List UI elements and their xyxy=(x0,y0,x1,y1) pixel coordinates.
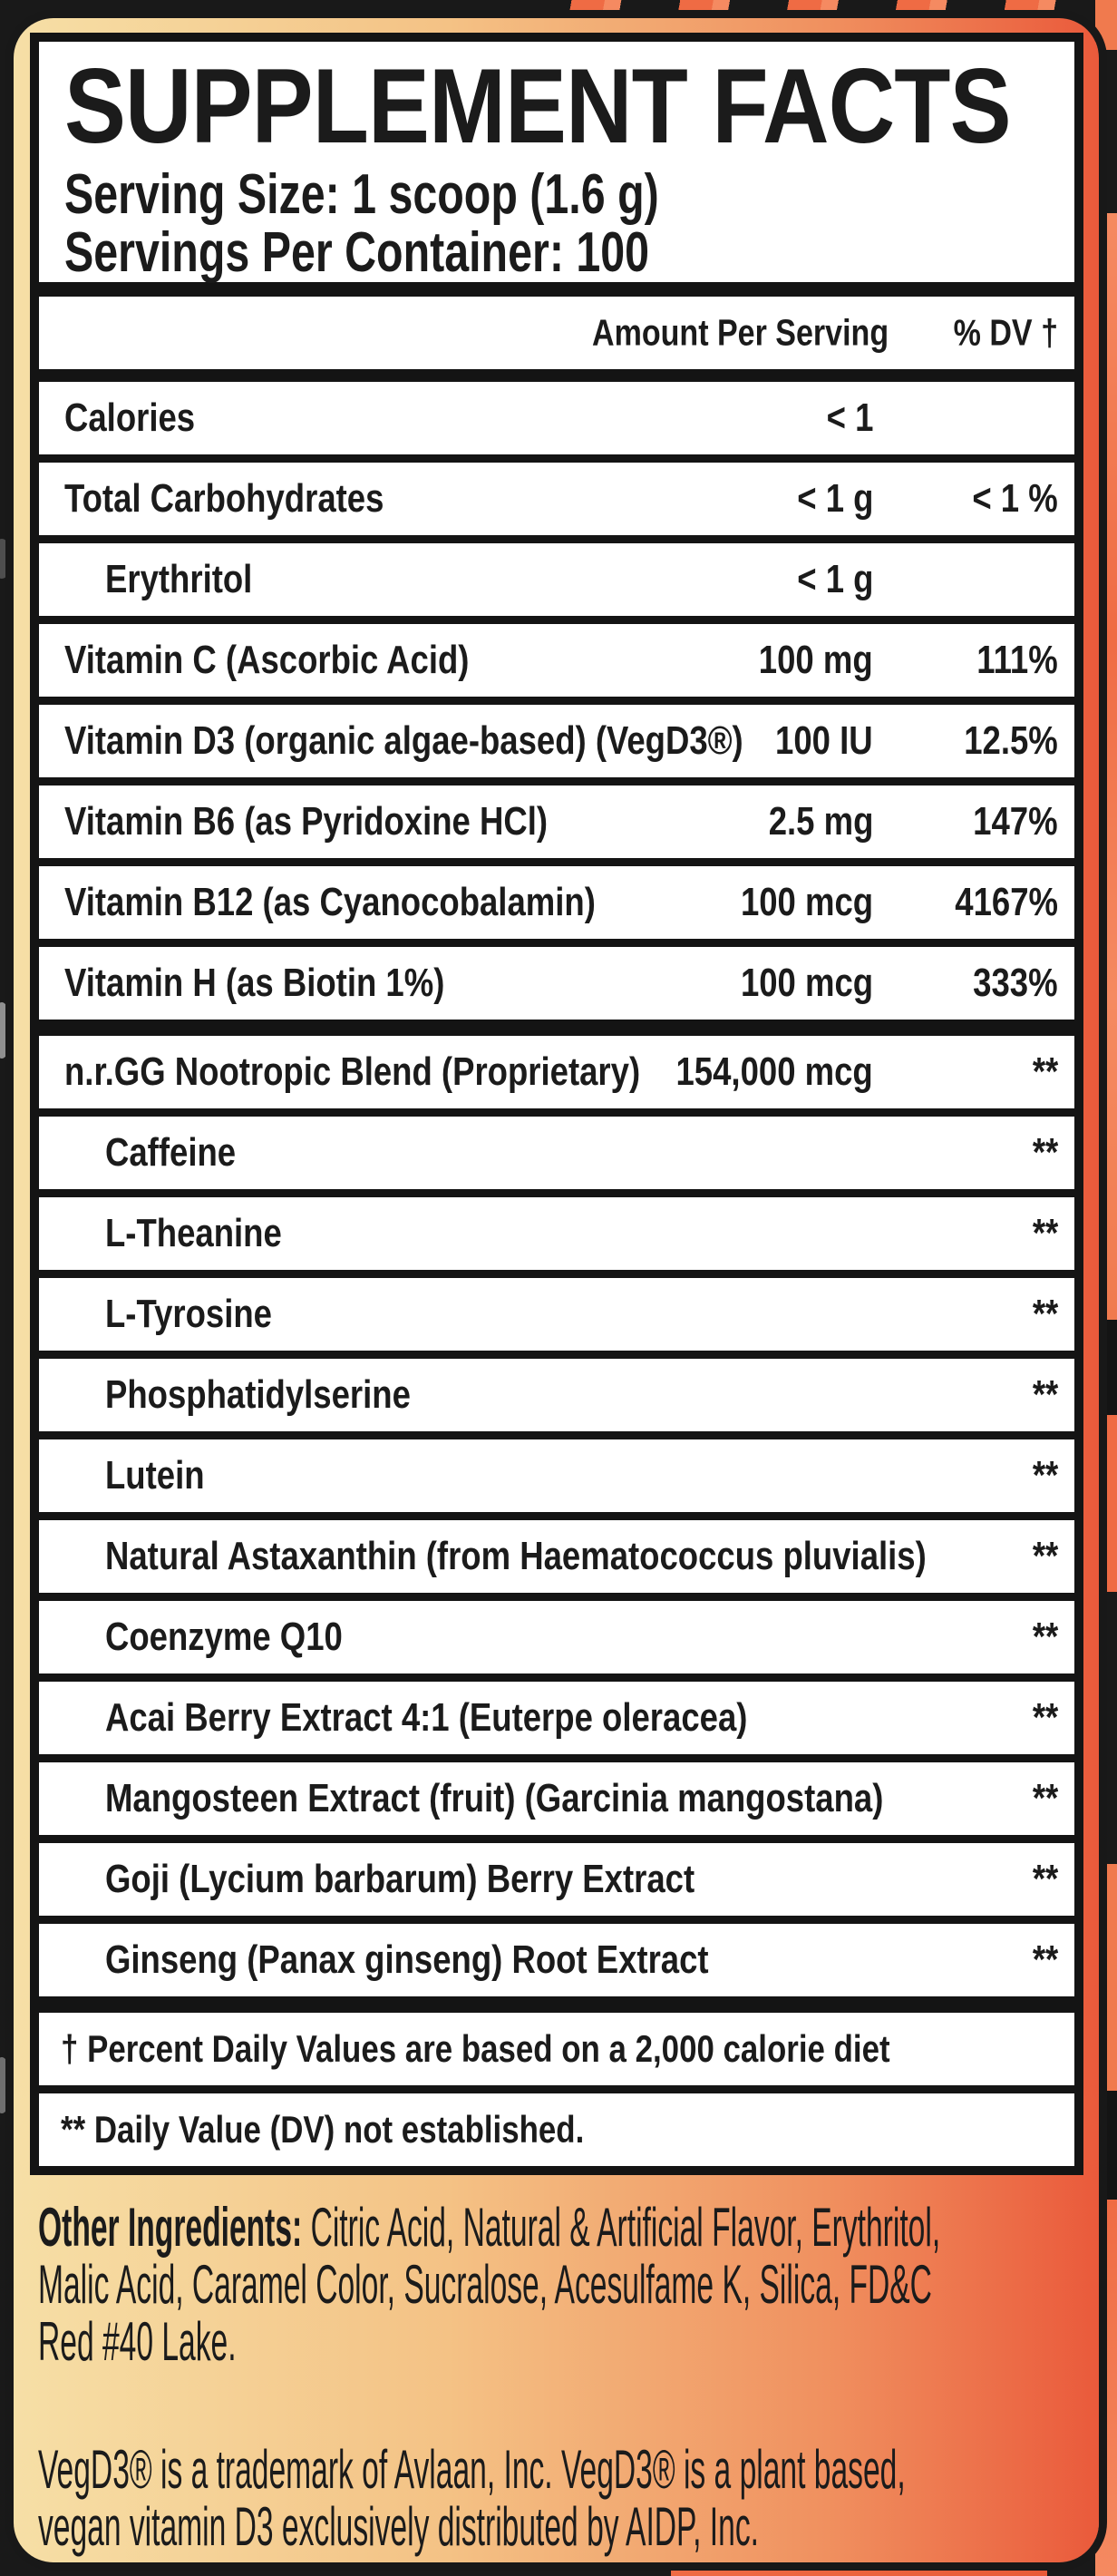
table-row xyxy=(39,1682,1074,1754)
table-row xyxy=(39,543,1074,616)
table-row xyxy=(39,705,1074,777)
nutrient-dv: 333% xyxy=(973,961,1058,1005)
trademark-line: vegan vitamin D3 exclusively distributed by AIDP, Inc. xyxy=(38,2496,759,2557)
table-row xyxy=(39,1359,1074,1431)
table-row xyxy=(39,1197,1074,1270)
nutrient-amount: 2.5 mg xyxy=(768,799,873,844)
table-header-row xyxy=(39,297,1074,369)
servings-per-container-text: Servings Per Container: 100 xyxy=(64,221,650,284)
nutrient-amount: 154,000 mcg xyxy=(675,1049,873,1094)
nutrient-name: Natural Astaxanthin (from Haematococcus pluvialis) xyxy=(105,1534,927,1578)
table-row xyxy=(39,1843,1074,1916)
table-row xyxy=(39,1924,1074,1996)
nutrient-amount: < 1 xyxy=(826,395,873,440)
table-row xyxy=(39,463,1074,535)
other-ingredients-label: Other Ingredients: xyxy=(38,2197,303,2258)
table-row xyxy=(39,1278,1074,1351)
table-row xyxy=(39,1520,1074,1593)
nutrient-dv: ** xyxy=(1032,1372,1058,1417)
other-ingredients-line: Malic Acid, Caramel Color, Sucralose, Acesulfame K, Silica, FD&C xyxy=(38,2254,932,2315)
background-notch xyxy=(0,2057,12,2113)
footnote-dv-not-established xyxy=(39,2093,1074,2166)
footnote-daily-values xyxy=(39,2013,1074,2085)
nutrient-dv: ** xyxy=(1032,1615,1058,1659)
nutrient-dv: ** xyxy=(1032,1211,1058,1255)
nutrient-dv: 4167% xyxy=(955,880,1058,924)
table-row-blend xyxy=(39,1036,1074,1108)
nutrient-amount: 100 IU xyxy=(775,718,873,763)
nutrient-dv: 147% xyxy=(973,799,1058,844)
nutrient-dv: ** xyxy=(1032,1776,1058,1820)
other-ingredients-text: Citric Acid, Natural & Artificial Flavor, Erythritol, xyxy=(302,2197,941,2258)
page-title: SUPPLEMENT FACTS xyxy=(64,46,1011,165)
nutrient-dv: < 1 % xyxy=(972,476,1058,521)
nutrient-dv: ** xyxy=(1032,1937,1058,1982)
nutrient-dv: ** xyxy=(1032,1534,1058,1578)
nutrient-amount: 100 mcg xyxy=(740,961,873,1005)
background-notch xyxy=(0,539,12,579)
other-ingredients-line xyxy=(38,2199,1081,2256)
nutrient-amount: 100 mg xyxy=(759,638,873,682)
header-amount-per-serving: Amount Per Serving xyxy=(591,311,889,354)
nutrient-dv: ** xyxy=(1032,1695,1058,1740)
nutrient-name: Vitamin C (Ascorbic Acid) xyxy=(64,638,470,682)
nutrient-name: n.r.GG Nootropic Blend (Proprietary) xyxy=(64,1049,641,1094)
nutrient-name: Vitamin B6 (as Pyridoxine HCl) xyxy=(64,799,549,844)
nutrient-name: Phosphatidylserine xyxy=(105,1372,411,1417)
nutrient-dv: ** xyxy=(1032,1857,1058,1901)
nutrient-name: Erythritol xyxy=(105,557,253,601)
other-ingredients-line: Red #40 Lake. xyxy=(38,2311,237,2372)
nutrient-dv: ** xyxy=(1032,1292,1058,1336)
nutrient-name: Vitamin B12 (as Cyanocobalamin) xyxy=(64,880,596,924)
table-row xyxy=(39,947,1074,1020)
table-row xyxy=(39,624,1074,697)
nutrient-amount: < 1 g xyxy=(796,476,873,521)
nutrient-dv: 111% xyxy=(976,638,1058,682)
nutrient-dv: ** xyxy=(1032,1049,1058,1094)
nutrient-amount: 100 mcg xyxy=(740,880,873,924)
nutrient-name: L-Tyrosine xyxy=(105,1292,272,1336)
nutrient-name: Calories xyxy=(64,395,196,440)
table-row xyxy=(39,1601,1074,1673)
table-row xyxy=(39,1439,1074,1512)
table-row xyxy=(39,785,1074,858)
nutrient-name: Lutein xyxy=(105,1453,205,1498)
nutrient-name: Mangosteen Extract (fruit) (Garcinia mangostana) xyxy=(105,1776,884,1820)
other-ingredients-section xyxy=(38,2199,1081,2555)
nutrient-name: Ginseng (Panax ginseng) Root Extract xyxy=(105,1937,709,1982)
nutrient-name: Acai Berry Extract 4:1 (Euterpe oleracea) xyxy=(105,1695,748,1740)
header-percent-dv: % DV † xyxy=(953,311,1058,354)
trademark-line: VegD3® is a trademark of Avlaan, Inc. VegD3® is a plant based, xyxy=(38,2439,906,2500)
title-section xyxy=(39,42,1074,282)
background-notch xyxy=(0,1002,12,1059)
nutrient-name: Total Carbohydrates xyxy=(64,476,384,521)
table-row xyxy=(39,1117,1074,1189)
nutrient-dv: 12.5% xyxy=(964,718,1058,763)
nutrient-name: Coenzyme Q10 xyxy=(105,1615,343,1659)
footnote-text: ** Daily Value (DV) not established. xyxy=(61,2108,585,2151)
label-card xyxy=(14,18,1099,2562)
serving-size-text: Serving Size: 1 scoop (1.6 g) xyxy=(64,163,659,226)
nutrient-name: Vitamin H (as Biotin 1%) xyxy=(64,961,445,1005)
nutrient-dv: ** xyxy=(1032,1130,1058,1175)
nutrient-dv: ** xyxy=(1032,1453,1058,1498)
table-row xyxy=(39,1762,1074,1835)
table-row xyxy=(39,866,1074,939)
nutrient-name: Goji (Lycium barbarum) Berry Extract xyxy=(105,1857,695,1901)
supplement-facts-panel xyxy=(30,33,1083,2175)
nutrient-amount: < 1 g xyxy=(796,557,873,601)
table-row xyxy=(39,382,1074,454)
footnote-text: † Percent Daily Values are based on a 2,000 calorie diet xyxy=(61,2027,890,2070)
nutrient-name: Vitamin D3 (organic algae-based) (VegD3®) xyxy=(64,718,743,763)
nutrient-name: Caffeine xyxy=(105,1130,237,1175)
nutrient-name: L-Theanine xyxy=(105,1211,282,1255)
